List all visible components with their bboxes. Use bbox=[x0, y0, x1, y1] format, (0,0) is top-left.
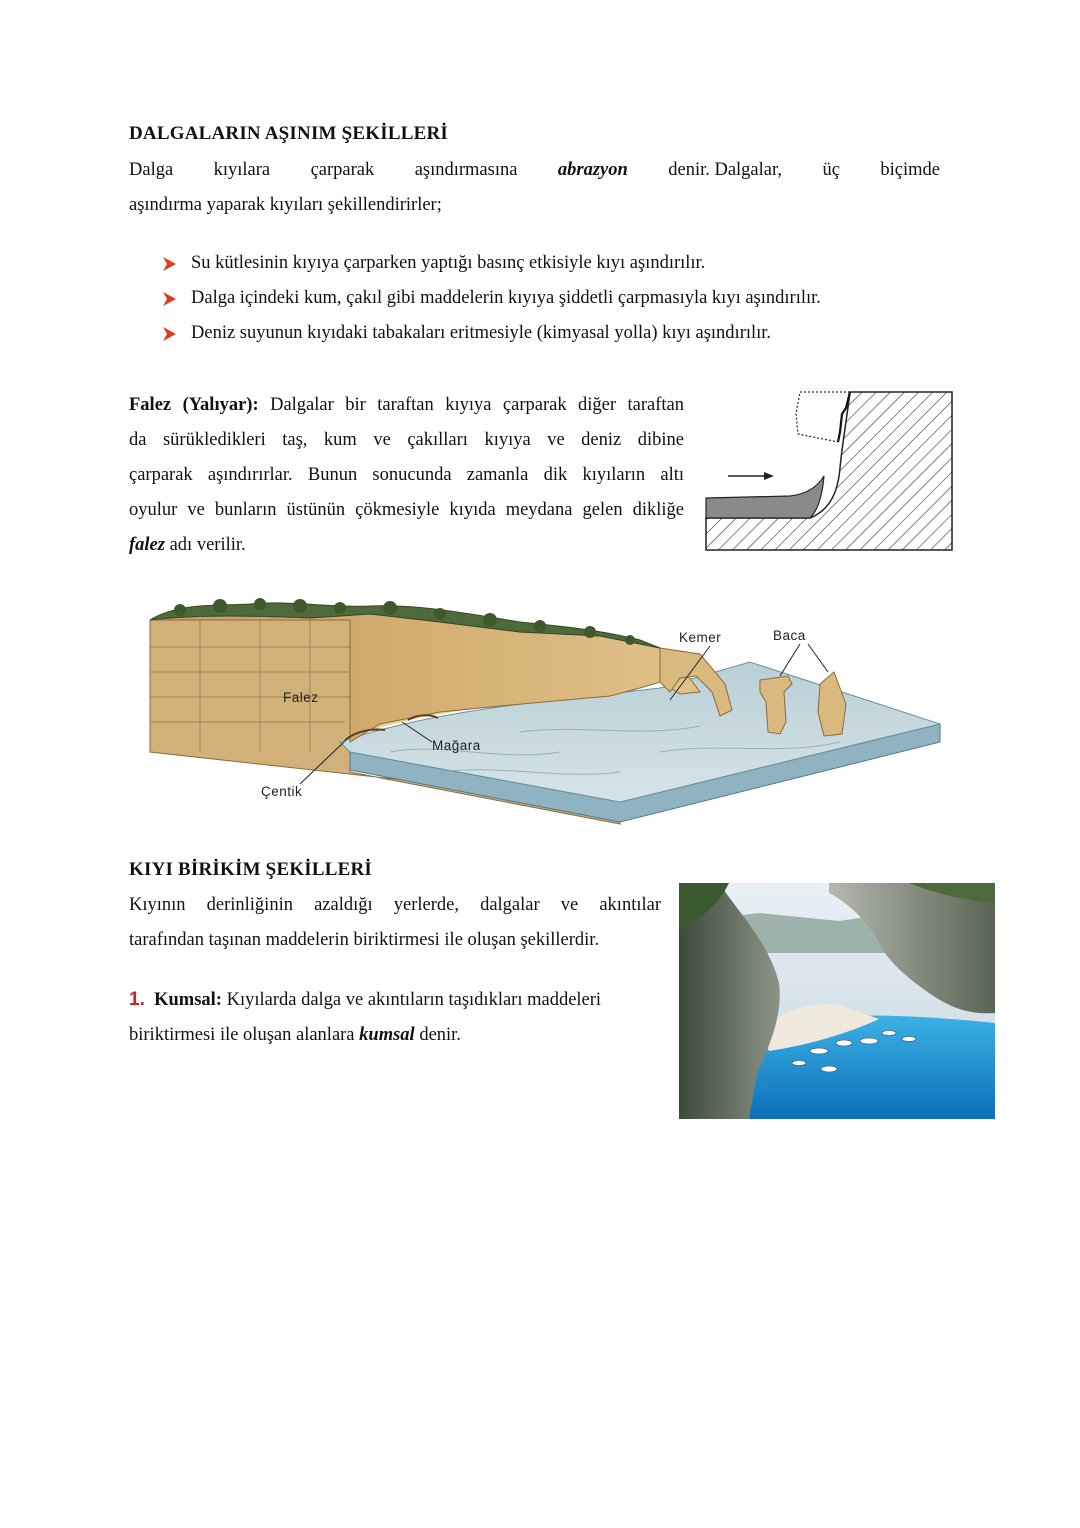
boat-shape bbox=[836, 1040, 852, 1046]
boat-shape bbox=[860, 1038, 878, 1044]
bullet-item bbox=[162, 323, 771, 344]
section-heading-erosion: DALGALARIN AŞINIM ŞEKİLLERİ bbox=[129, 123, 448, 144]
falez-line: çarparak aşındırırlar. Bunun sonucunda zamanla dik kıyıların altı bbox=[129, 465, 684, 485]
falez-line: Falez (Yalıyar): Dalgalar bir taraftan kıyıya çarparak diğer taraftan bbox=[129, 395, 685, 415]
bullet-text: Dalga içindeki kum, çakıl gibi maddelerin kıyıya şiddetli çarpmasıyla kıyı aşındırılır. bbox=[191, 288, 821, 308]
stack-shape bbox=[818, 672, 846, 736]
falez-term: Falez (Yalıyar): bbox=[129, 395, 259, 415]
deposition-line: Kıyının derinliğinin azaldığı yerlerde, dalgalar ve akıntılar bbox=[129, 895, 661, 915]
boat-shape bbox=[821, 1066, 837, 1072]
kumsal-term: Kumsal: bbox=[154, 990, 222, 1010]
kumsal-line: 1. Kumsal: Kıyılarda dalga ve akıntıların taşıdıkları maddeleri bbox=[129, 989, 602, 1010]
intro-word: üç bbox=[822, 160, 840, 180]
kumsal-line: biriktirmesi ile oluşan alanlara kumsal denir. bbox=[129, 1025, 461, 1045]
intro-word: Dalga bbox=[129, 160, 174, 180]
coastal-landforms-diagram bbox=[140, 592, 950, 832]
arrowhead-bullet-icon bbox=[162, 291, 177, 307]
deposition-paragraph bbox=[129, 888, 661, 958]
item-number: 1. bbox=[129, 989, 145, 1010]
boat-shape bbox=[902, 1037, 916, 1042]
diagram-label-centik: Çentik bbox=[261, 784, 303, 799]
deposition-line: tarafından taşınan maddelerin biriktirmesi ile oluşan şekillerdir. bbox=[129, 930, 600, 950]
intro-word: kıyılara bbox=[213, 160, 271, 180]
term-falez: falez bbox=[129, 535, 165, 555]
intro-word: aşındırmasına bbox=[414, 160, 518, 180]
bullet-text: Deniz suyunun kıyıdaki tabakaları eritmesiyle (kimyasal yolla) kıyı aşındırılır. bbox=[191, 323, 772, 343]
term-kumsal: kumsal bbox=[359, 1025, 415, 1045]
arrowhead-bullet-icon bbox=[162, 256, 177, 272]
diagram-label-baca: Baca bbox=[773, 628, 806, 643]
bullet-item bbox=[162, 253, 705, 274]
section-heading-deposition: KIYI BİRİKİM ŞEKİLLERİ bbox=[129, 859, 373, 880]
intro-word: denir. Dalgalar, bbox=[668, 160, 783, 180]
falez-line: oyulur ve bunların üstünün çökmesiyle kıyıda meydana gelen dikliğe bbox=[129, 500, 684, 520]
intro-line-2: aşındırma yaparak kıyıları şekillendirirler; bbox=[129, 195, 442, 215]
term-abrazyon: abrazyon bbox=[557, 160, 628, 180]
arrowhead-bullet-icon bbox=[162, 326, 177, 342]
beach-cove-photo bbox=[679, 883, 995, 1119]
kumsal-paragraph bbox=[129, 982, 669, 1053]
diagram-label-kemer: Kemer bbox=[679, 630, 722, 645]
falez-line: falez adı verilir. bbox=[129, 535, 246, 555]
cliff-cross-section-diagram bbox=[700, 384, 956, 554]
falez-line: da sürükledikleri taş, kum ve çakılları kıyıya ve deniz dibine bbox=[129, 430, 684, 450]
boat-shape bbox=[792, 1061, 806, 1066]
intro-word: biçimde bbox=[880, 160, 940, 180]
boat-shape bbox=[882, 1031, 896, 1036]
intro-word: çarparak bbox=[310, 160, 375, 180]
intro-line-1 bbox=[129, 153, 940, 188]
diagram-label-falez: Falez bbox=[283, 690, 319, 705]
diagram-label-magara: Mağara bbox=[432, 738, 481, 753]
bullet-text: Su kütlesinin kıyıya çarparken yaptığı basınç etkisiyle kıyı aşındırılır. bbox=[191, 253, 706, 273]
boat-shape bbox=[810, 1048, 828, 1054]
falez-paragraph bbox=[129, 388, 684, 563]
bullet-item bbox=[162, 288, 821, 309]
